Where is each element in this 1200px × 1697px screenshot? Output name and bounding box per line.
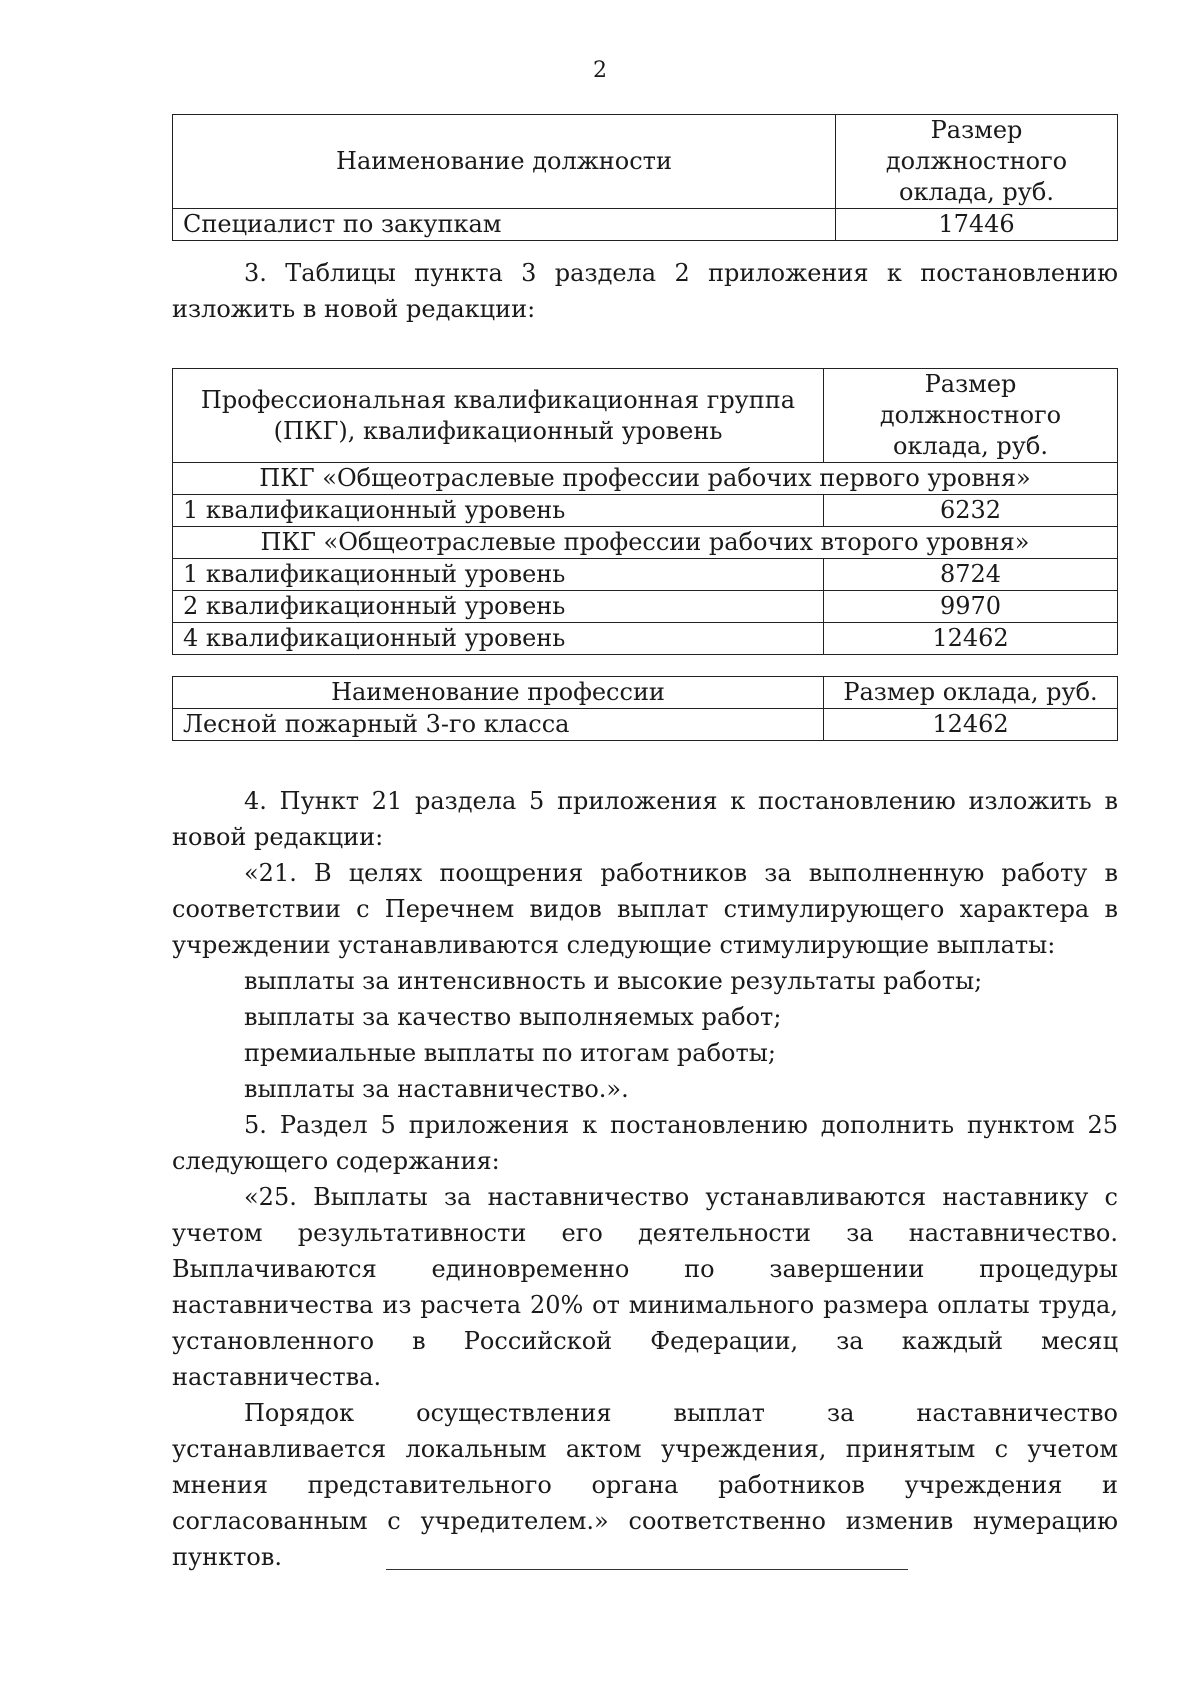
paragraph-4-quote: «21. В целях поощрения работников за выполненную работу в соответствии с Перечнем видов выплат стимулирующего характера в учреждении устанавливаются следующие стимулирующие выплаты:: [172, 859, 1118, 959]
table-row: [173, 591, 1118, 623]
qualification-salary: 9970: [824, 591, 1118, 623]
profession-salary: 12462: [824, 709, 1118, 741]
profession-name: Лесной пожарный 3-го класса: [173, 709, 824, 741]
header-profession-name: Наименование профессии: [173, 677, 824, 709]
payment-item: выплаты за интенсивность и высокие результаты работы;: [244, 967, 983, 995]
position-salary: 17446: [836, 209, 1118, 241]
professions-table: [172, 676, 1118, 741]
table-header-row: [173, 115, 1118, 209]
paragraph-5-order: Порядок осуществления выплат за наставничество устанавливается локальным актом учреждения, принятым с учетом мнения представительного органа работников учреждения и согласованным с учредителем.» соответственно изменив нумерацию пунктов.: [172, 1399, 1118, 1571]
qualification-salary: 6232: [824, 495, 1118, 527]
page-number: 2: [593, 58, 607, 83]
paragraph-3: 3. Таблицы пункта 3 раздела 2 приложения к постановлению изложить в новой редакции:: [172, 259, 1118, 323]
paragraph-4: 4. Пункт 21 раздела 5 приложения к постановлению изложить в новой редакции:: [172, 787, 1118, 851]
table-row: [173, 709, 1118, 741]
text-body: [172, 783, 1118, 1575]
table-row: [173, 495, 1118, 527]
qualification-level: 1 квалификационный уровень: [173, 559, 824, 591]
qualification-level: 4 квалификационный уровень: [173, 623, 824, 655]
table-row: [173, 209, 1118, 241]
group-row: [173, 527, 1118, 559]
group-heading-second-level: ПКГ «Общеотраслевые профессии рабочих второго уровня»: [173, 527, 1118, 559]
header-salary: Размер должностного оклада, руб.: [824, 369, 1118, 463]
group-heading-first-level: ПКГ «Общеотраслевые профессии рабочих первого уровня»: [173, 463, 1118, 495]
positions-table: [172, 114, 1118, 241]
paragraph-5-quote: «25. Выплаты за наставничество устанавливаются наставнику с учетом результативности его деятельности за наставничество. Выплачиваются единовременно по завершении процедуры наставничества из расчета 20% от минимального размера оплаты труда, установленного в Российской Федерации, за каждый месяц наставничества.: [172, 1183, 1118, 1391]
qualification-level: 1 квалификационный уровень: [173, 495, 824, 527]
table-row: [173, 623, 1118, 655]
qualification-salary: 8724: [824, 559, 1118, 591]
table-row: [173, 559, 1118, 591]
paragraph-5: 5. Раздел 5 приложения к постановлению дополнить пунктом 25 следующего содержания:: [172, 1111, 1118, 1175]
header-salary: Размер должностного оклада, руб.: [836, 115, 1118, 209]
header-salary: Размер оклада, руб.: [824, 677, 1118, 709]
payment-item: премиальные выплаты по итогам работы;: [244, 1039, 776, 1067]
payment-item: выплаты за качество выполняемых работ;: [244, 1003, 782, 1031]
qualification-level: 2 квалификационный уровень: [173, 591, 824, 623]
table-header-row: [173, 677, 1118, 709]
qualification-groups-table: [172, 368, 1118, 655]
qualification-salary: 12462: [824, 623, 1118, 655]
table-header-row: [173, 369, 1118, 463]
header-qualification-group: Профессиональная квалификационная группа (ПКГ), квалификационный уровень: [173, 369, 824, 463]
payment-item: выплаты за наставничество.».: [244, 1075, 629, 1103]
bottom-divider: [386, 1569, 908, 1570]
header-position-name: Наименование должности: [173, 115, 836, 209]
position-name: Специалист по закупкам: [173, 209, 836, 241]
group-row: [173, 463, 1118, 495]
